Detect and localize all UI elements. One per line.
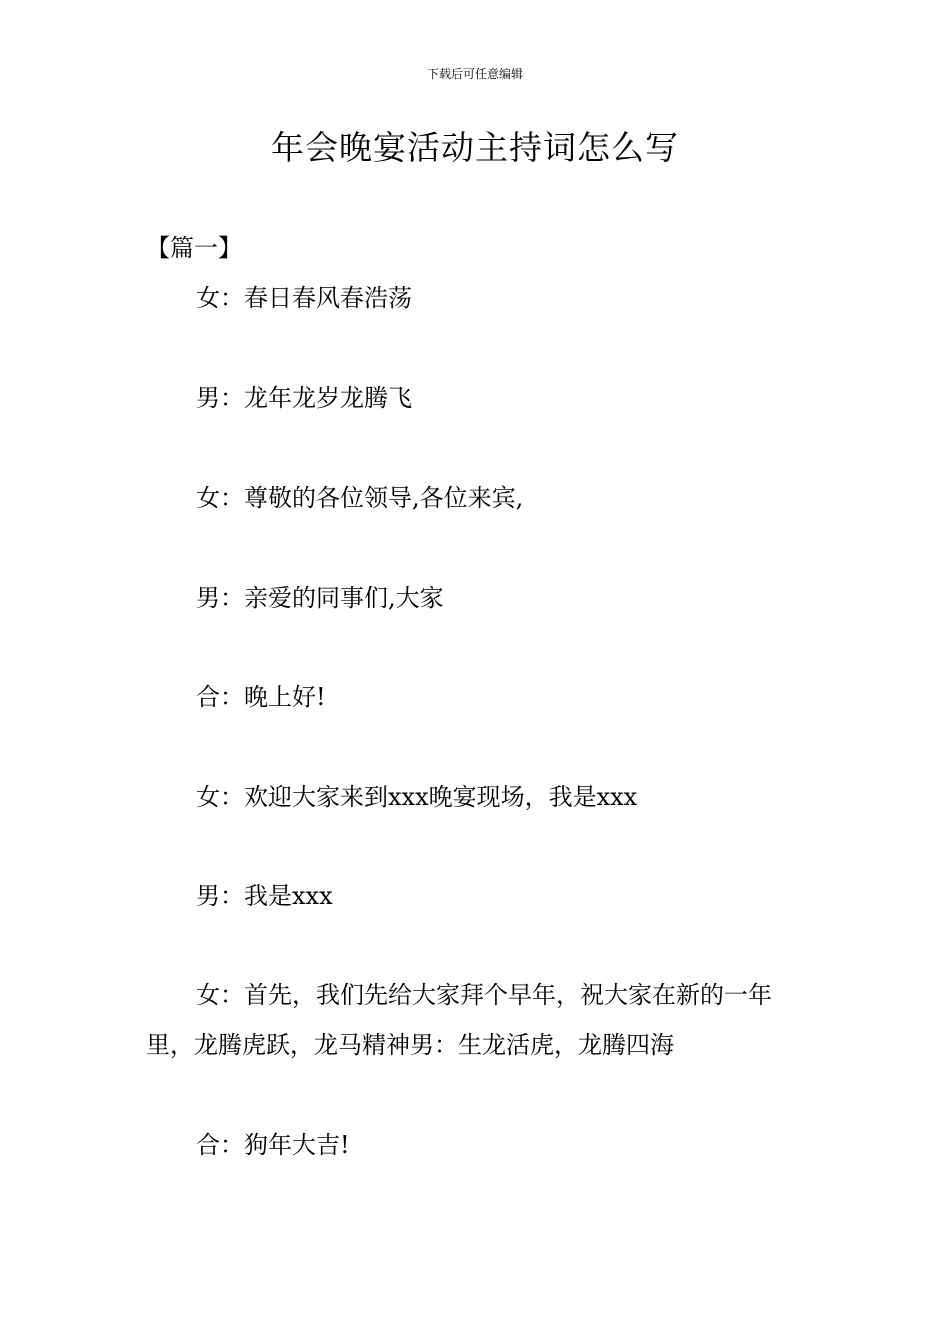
paragraph-2: 男：龙年龙岁龙腾飞 — [196, 384, 412, 412]
document-title: 年会晚宴活动主持词怎么写 — [271, 128, 679, 167]
paragraph-8: 女：首先，我们先给大家拜个早年，祝大家在新的一年里，龙腾虎跃，龙马精神男：生龙活虎，龙腾四海 — [146, 981, 772, 1059]
page-header-note: 下载后可任意编辑 — [426, 67, 523, 81]
paragraph-7: 男：我是xxx — [196, 882, 333, 910]
paragraph-1: 女：春日春风春浩荡 — [196, 284, 412, 312]
paragraph-4: 男：亲爱的同事们,大家 — [196, 584, 444, 612]
paragraph-9: 合：狗年大吉! — [196, 1131, 350, 1159]
paragraph-5: 合：晚上好! — [196, 683, 326, 711]
paragraph-6: 女：欢迎大家来到xxx晚宴现场，我是xxx — [196, 783, 638, 811]
section-label: 【篇一】 — [146, 234, 242, 262]
paragraph-3: 女：尊敬的各位领导,各位来宾, — [196, 484, 524, 512]
